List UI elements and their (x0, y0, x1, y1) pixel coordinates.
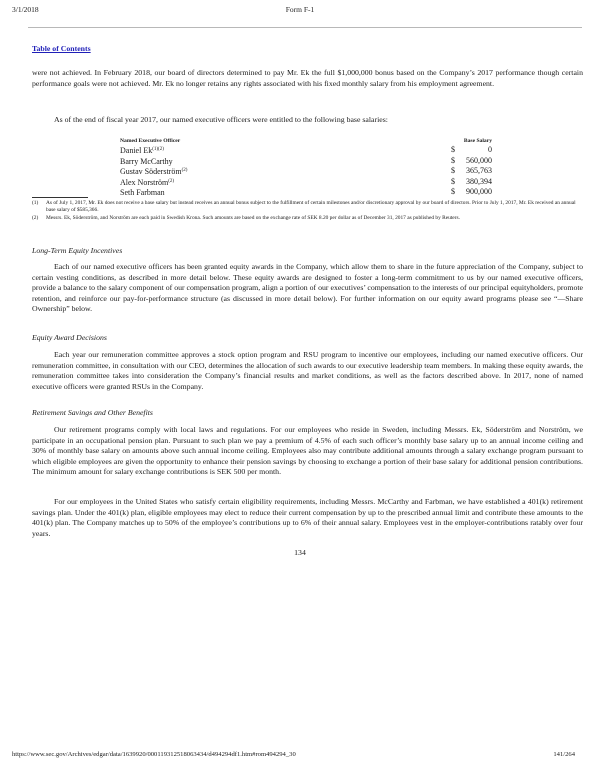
section-heading-equity-incentives: Long-Term Equity Incentives (32, 246, 123, 255)
salary-amount: 560,000 (466, 155, 492, 165)
column-header-officer: Named Executive Officer (120, 138, 181, 144)
document-title: Form F-1 (285, 5, 315, 14)
footnote-number: (1) (32, 200, 39, 206)
retirement-paragraph-sweden: Our retirement programs comply with local laws and regulations. For our employees who reside in Sweden, including Messrs. Ek, Söderström and Norström, we participate in an occupational pension plan. Pursuant to such plan we pay a premium of 4.5% of each such officer’s monthly base salary up to an annual income ceiling and 30% of monthly base salary on amounts above such annual income ceiling. Employees also may contribute additional amounts through a salary exchange program pursuant to which eligible employees are given the opportunity to enhance their pension savings by choosing to exchange a portion of their base salary for additional pension contributions. The minimum amount for salary exchange contributions is SEK 500 per month. (32, 425, 583, 477)
section-heading-retirement: Retirement Savings and Other Benefits (32, 408, 153, 417)
salary-amount: 900,000 (466, 187, 492, 196)
print-date: 3/1/2018 (12, 5, 39, 14)
footnote (32, 215, 583, 222)
page-number: 134 (294, 548, 306, 557)
officer-name: Seth Farbman (120, 188, 165, 197)
currency-symbol: $ (451, 187, 455, 196)
footnote-ref: (2) (181, 168, 188, 173)
currency-symbol: $ (451, 145, 455, 154)
table-of-contents-link[interactable]: Table of Contents (32, 44, 91, 53)
officer-name: Barry McCarthy (120, 156, 173, 166)
footnote-text: As of July 1, 2017, Mr. Ek does not receive a base salary but instead receives an annual bonus subject to the fulfillment of certain milestones and/or discretionary approval by our board of directors. Prior to July 1, 2017, Mr. Ek received an annual base salary of $585,366. (46, 200, 576, 213)
footnote-divider (32, 197, 88, 198)
section-heading-equity-decisions: Equity Award Decisions (32, 333, 107, 342)
salary-amount: 365,763 (466, 166, 492, 175)
officer-name: Gustav Söderström (120, 167, 182, 176)
footnote-text: Messrs. Ek, Söderström, and Norström are each paid in Swedish Krona. Such amounts are based on the exchange rate of SEK 8.20 per dollar as of December 31, 2017 as published by Reuters. (46, 215, 460, 221)
salary-amount: 0 (488, 145, 492, 154)
currency-symbol: $ (451, 166, 455, 175)
table-row (120, 156, 492, 167)
footnote-ref: (2) (168, 178, 175, 184)
table-row (120, 177, 492, 188)
equity-decisions-paragraph: Each year our remuneration committee approves a stock option program and RSU program to incentive our employees, including our named executive officers. Our remuneration committee, in consultation with our CEO, determines the allocation of such awards to our executive leadership team members. In making these equity awards, the remuneration committee takes into consideration the Company’s financial results and market conditions, as well as the factors described above. In 2017, none of named executive officers were granted RSUs in the Company. (32, 350, 583, 391)
table-header-row (120, 137, 492, 145)
officer-name: Alex Norström (120, 177, 169, 187)
table-row (120, 166, 492, 177)
equity-incentives-paragraph: Each of our named executive officers has been granted equity awards in the Company, which allow them to share in the future appreciation of the Company, subject to certain vesting conditions, as described in more detail below. These equity awards are designed to foster a long-term commitment to us by our named executive officers, provide a balance to the salary component of our compensation program, align a portion of our executives’ compensation to the interests of our principal equityholders, promote retention, and reinforce our pay-for-performance structure (as discussed in more detail below). For further information on our equity award programs please see “—Share Ownership” below. (32, 262, 583, 314)
intro-paragraph: were not achieved. In February 2018, our board of directors determined to pay Mr. Ek the full $1,000,000 bonus based on the Company’s 2017 performance though certain performance goals were not achieved. Mr. Ek no longer retains any rights associated with his fixed monthly salary from his employment agreement. (32, 68, 583, 88)
footnote (32, 200, 583, 214)
footnote-ref: (1)(2) (152, 147, 164, 152)
column-header-salary: Base Salary (463, 138, 492, 144)
header-divider (28, 27, 582, 28)
salary-intro: As of the end of fiscal year 2017, our named executive officers were entitled to the following base salaries: (54, 115, 388, 124)
table-row (120, 187, 492, 198)
currency-symbol: $ (451, 155, 455, 165)
officer-name: Daniel Ek (120, 146, 153, 155)
page-count: 141/264 (553, 751, 575, 758)
source-url: https://www.sec.gov/Archives/edgar/data/1639920/000119312518063434/d494294df1.htm#rom494294_30 (12, 751, 296, 758)
currency-symbol: $ (451, 176, 455, 186)
salary-amount: 380,394 (466, 176, 492, 186)
footnote-number: (2) (32, 215, 39, 221)
table-row (120, 145, 492, 156)
retirement-paragraph-us: For our employees in the United States who satisfy certain eligibility requirements, including Messrs. McCarthy and Farbman, we have established a 401(k) retirement savings plan. Under the 401(k) plan, eligible employees may elect to reduce their current compensation by up to the prescribed annual limit and contribute these amounts to the 401(k) plan. The Company matches up to 50% of the employee’s contributions up to 6% of their annual salary. Employees vest in the employer-contributions ratably over four years. (32, 497, 583, 538)
base-salary-table (120, 137, 492, 198)
